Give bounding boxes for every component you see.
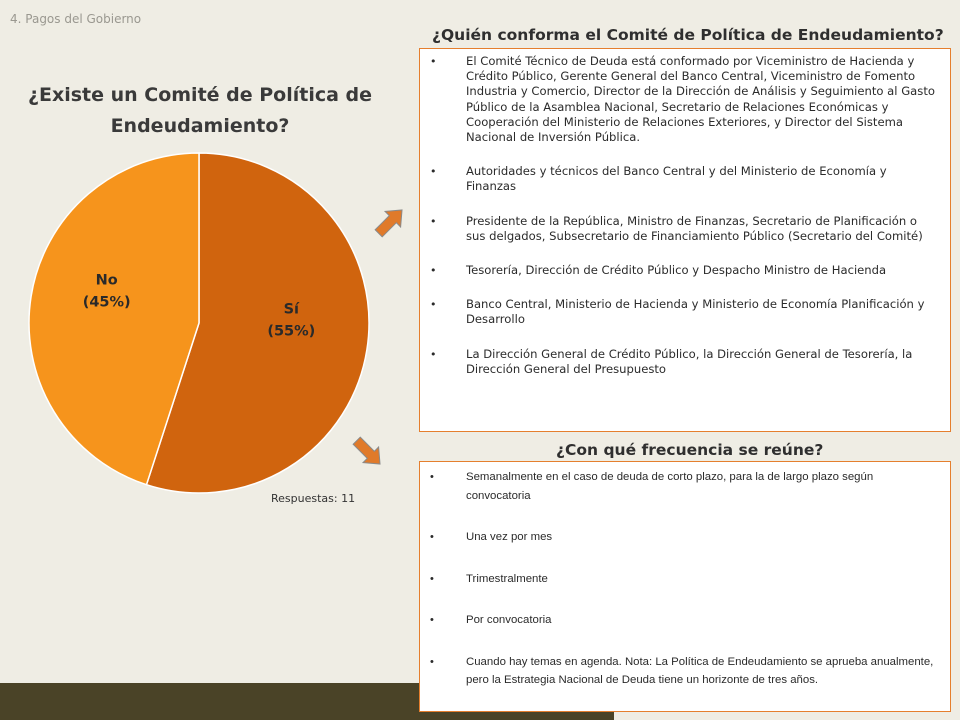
frequency-question: ¿Con qué frecuencia se reúne? [556, 441, 824, 459]
pie-label-si-name: Sí [283, 301, 300, 318]
frequency-item: • Semanalmente en el caso de deuda de corto plazo, para la de largo plazo según convocatoria [420, 468, 950, 505]
members-item: • La Dirección General de Crédito Público, la Dirección General de Tesorería, la Dirección General del Presupuesto [420, 347, 950, 377]
arrow-down-right-icon [346, 432, 390, 472]
members-box [419, 48, 951, 432]
frequency-item: • Una vez por mes [420, 528, 950, 547]
pie-chart [0, 0, 400, 520]
frequency-item: • Cuando hay temas en agenda. Nota: La Política de Endeudamiento se aprueba anualmente, pero la Estrategia Nacional de Deuda tiene un horizonte de tres años. [420, 653, 950, 690]
chart-title: ¿Existe un Comité de Política de Endeudamiento? [27, 84, 373, 137]
members-item: • Tesorería, Dirección de Crédito Público y Despacho Ministro de Hacienda [420, 263, 950, 278]
pie-label-no-percent: (45%) [82, 294, 131, 311]
responses-count: Respuestas: 11 [271, 492, 356, 505]
section-label: 4. Pagos del Gobierno [10, 12, 142, 26]
pie-label-si-percent: (55%) [267, 323, 316, 340]
arrow-up-right-icon [368, 198, 412, 246]
members-item: • Banco Central, Ministerio de Hacienda y Ministerio de Economía Planificación y Desarrollo [420, 297, 950, 327]
frequency-item: • Trimestralmente [420, 570, 950, 589]
pie-label-no-name: No [95, 272, 118, 289]
members-list [420, 49, 950, 377]
members-item: • Autoridades y técnicos del Banco Central y del Ministerio de Economía y Finanzas [420, 164, 950, 194]
members-item: • Presidente de la República, Ministro de Finanzas, Secretario de Planificación o sus delgados, Subsecretario de Financiamiento Público (Secretario del Comité) [420, 214, 950, 244]
members-question: ¿Quién conforma el Comité de Política de Endeudamiento? [432, 26, 944, 44]
frequency-box [419, 461, 951, 712]
members-item: • El Comité Técnico de Deuda está conformado por Viceministro de Hacienda y Crédito Público, Gerente General del Banco Central, Viceministro de Fomento Industria y Comercio, Director de la Dirección de Análisis y Seguimiento al Gasto Público de la Asamblea Nacional, Secretario de Relaciones Económicas y Cooperación del Ministerio de Relaciones Exteriores, y Director del Sistema Nacional de Inversión Pública. [420, 54, 950, 145]
frequency-item: • Por convocatoria [420, 611, 950, 630]
frequency-list [420, 462, 950, 690]
